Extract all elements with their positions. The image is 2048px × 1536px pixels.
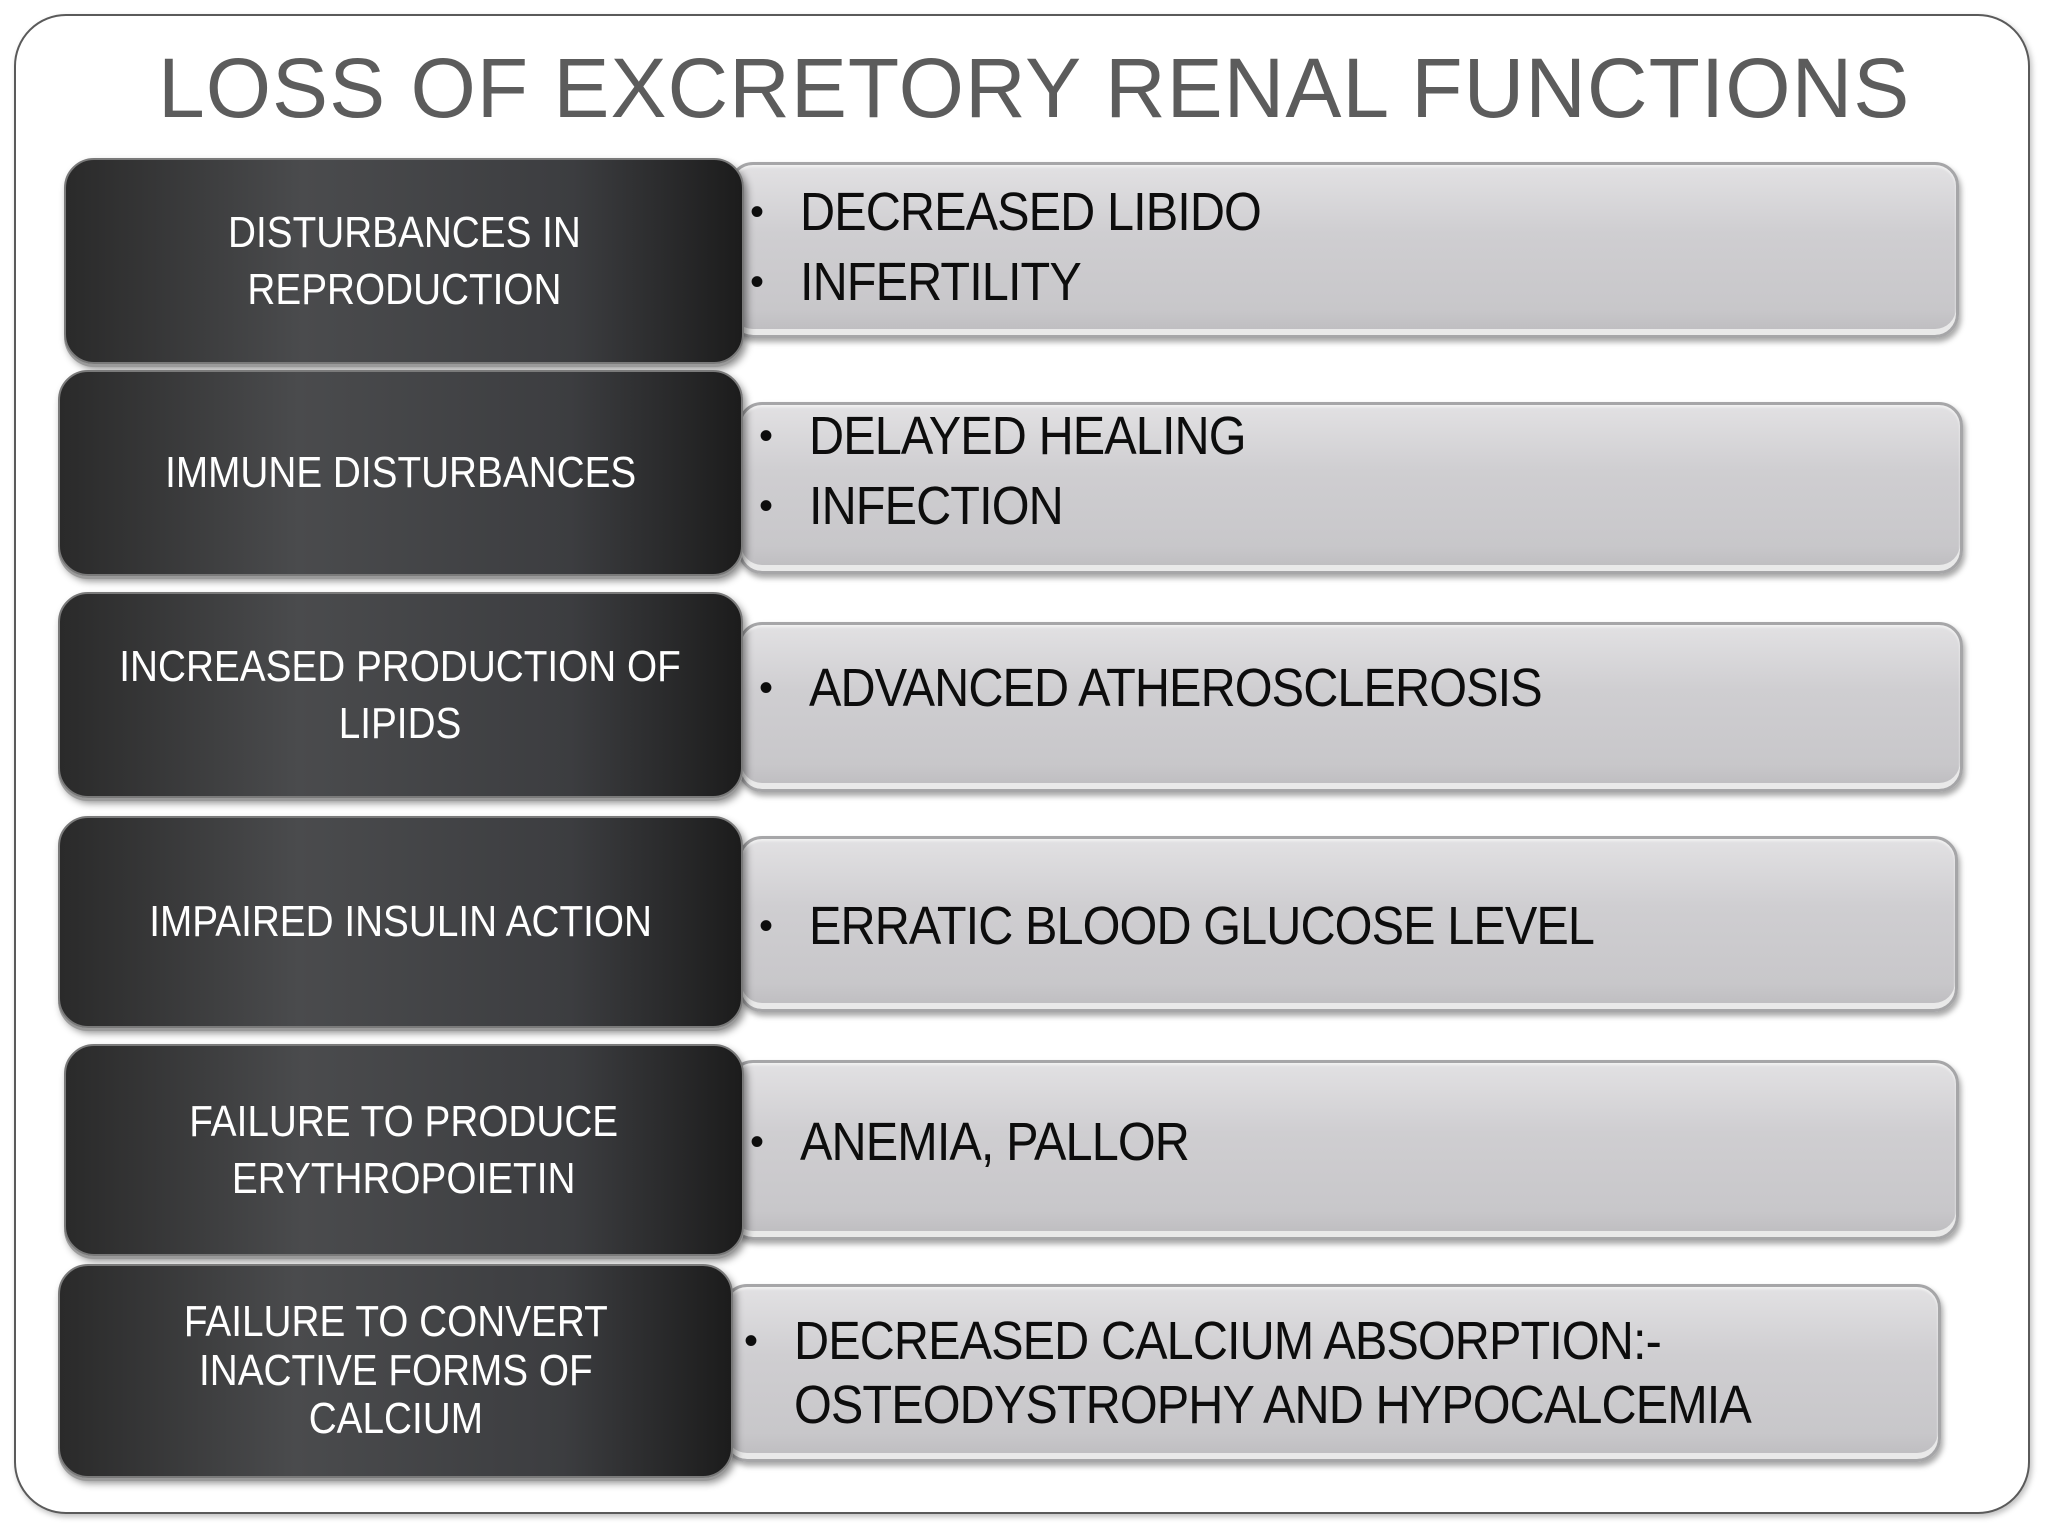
category-label: FAILURE TO PRODUCE ERYTHROPOIETIN: [189, 1096, 619, 1203]
detail-list: [750, 177, 1312, 317]
detail-box: [738, 402, 1963, 574]
category-box: [58, 1264, 733, 1478]
row-insulin: [58, 816, 1968, 1028]
category-box: [58, 816, 743, 1028]
detail-list: [759, 653, 1623, 723]
row-calcium: [58, 1264, 1958, 1478]
category-box: [58, 370, 743, 576]
slide-title: LOSS OF EXCRETORY RENAL FUNCTIONS: [158, 41, 1911, 135]
row-lipids: [58, 592, 1968, 798]
detail-item: • INFECTION: [759, 471, 1294, 541]
category-label: DISTURBANCES IN REPRODUCTION: [227, 207, 581, 314]
bullet-icon: •: [750, 1120, 764, 1164]
category-label: FAILURE TO CONVERT INACTIVE FORMS OF CALCIUM: [183, 1297, 608, 1444]
category-label: IMMUNE DISTURBANCES: [164, 448, 637, 498]
detail-list: [759, 401, 1294, 541]
detail-item: • ANEMIA, PALLOR: [750, 1107, 1232, 1177]
detail-item: • INFERTILITY: [750, 247, 1312, 317]
detail-item: • ERRATIC BLOOD GLUCOSE LEVEL: [759, 891, 1681, 961]
detail-list: [744, 1309, 1857, 1437]
bullet-icon: •: [744, 1319, 758, 1363]
bullet-icon: •: [759, 414, 773, 458]
detail-box: [729, 1060, 1959, 1240]
category-box: [64, 158, 744, 364]
detail-item: • DECREASED LIBIDO: [750, 177, 1312, 247]
bullet-icon: •: [750, 260, 764, 304]
row-immune: [58, 370, 1968, 576]
detail-box: [723, 1284, 1941, 1462]
category-label: INCREASED PRODUCTION OF LIPIDS: [119, 641, 682, 748]
detail-box: [738, 836, 1958, 1012]
bullet-icon: •: [759, 904, 773, 948]
category-box: [58, 592, 743, 798]
detail-item: • ADVANCED ATHEROSCLEROSIS: [759, 653, 1623, 723]
detail-item: • DECREASED CALCIUM ABSORPTION:- OSTEODYSTROPHY AND HYPOCALCEMIA: [744, 1311, 1751, 1435]
category-box: [64, 1044, 744, 1256]
detail-item: • DELAYED HEALING: [759, 401, 1294, 471]
bullet-icon: •: [750, 190, 764, 234]
row-erythropoietin: [64, 1044, 1964, 1256]
detail-list: [750, 1107, 1232, 1177]
category-label: IMPAIRED INSULIN ACTION: [149, 897, 652, 947]
detail-box: [729, 162, 1959, 338]
bullet-icon: •: [759, 666, 773, 710]
row-reproduction: [64, 158, 1964, 364]
bullet-icon: •: [759, 484, 773, 528]
detail-box: [738, 622, 1963, 792]
detail-list: [759, 891, 1681, 961]
